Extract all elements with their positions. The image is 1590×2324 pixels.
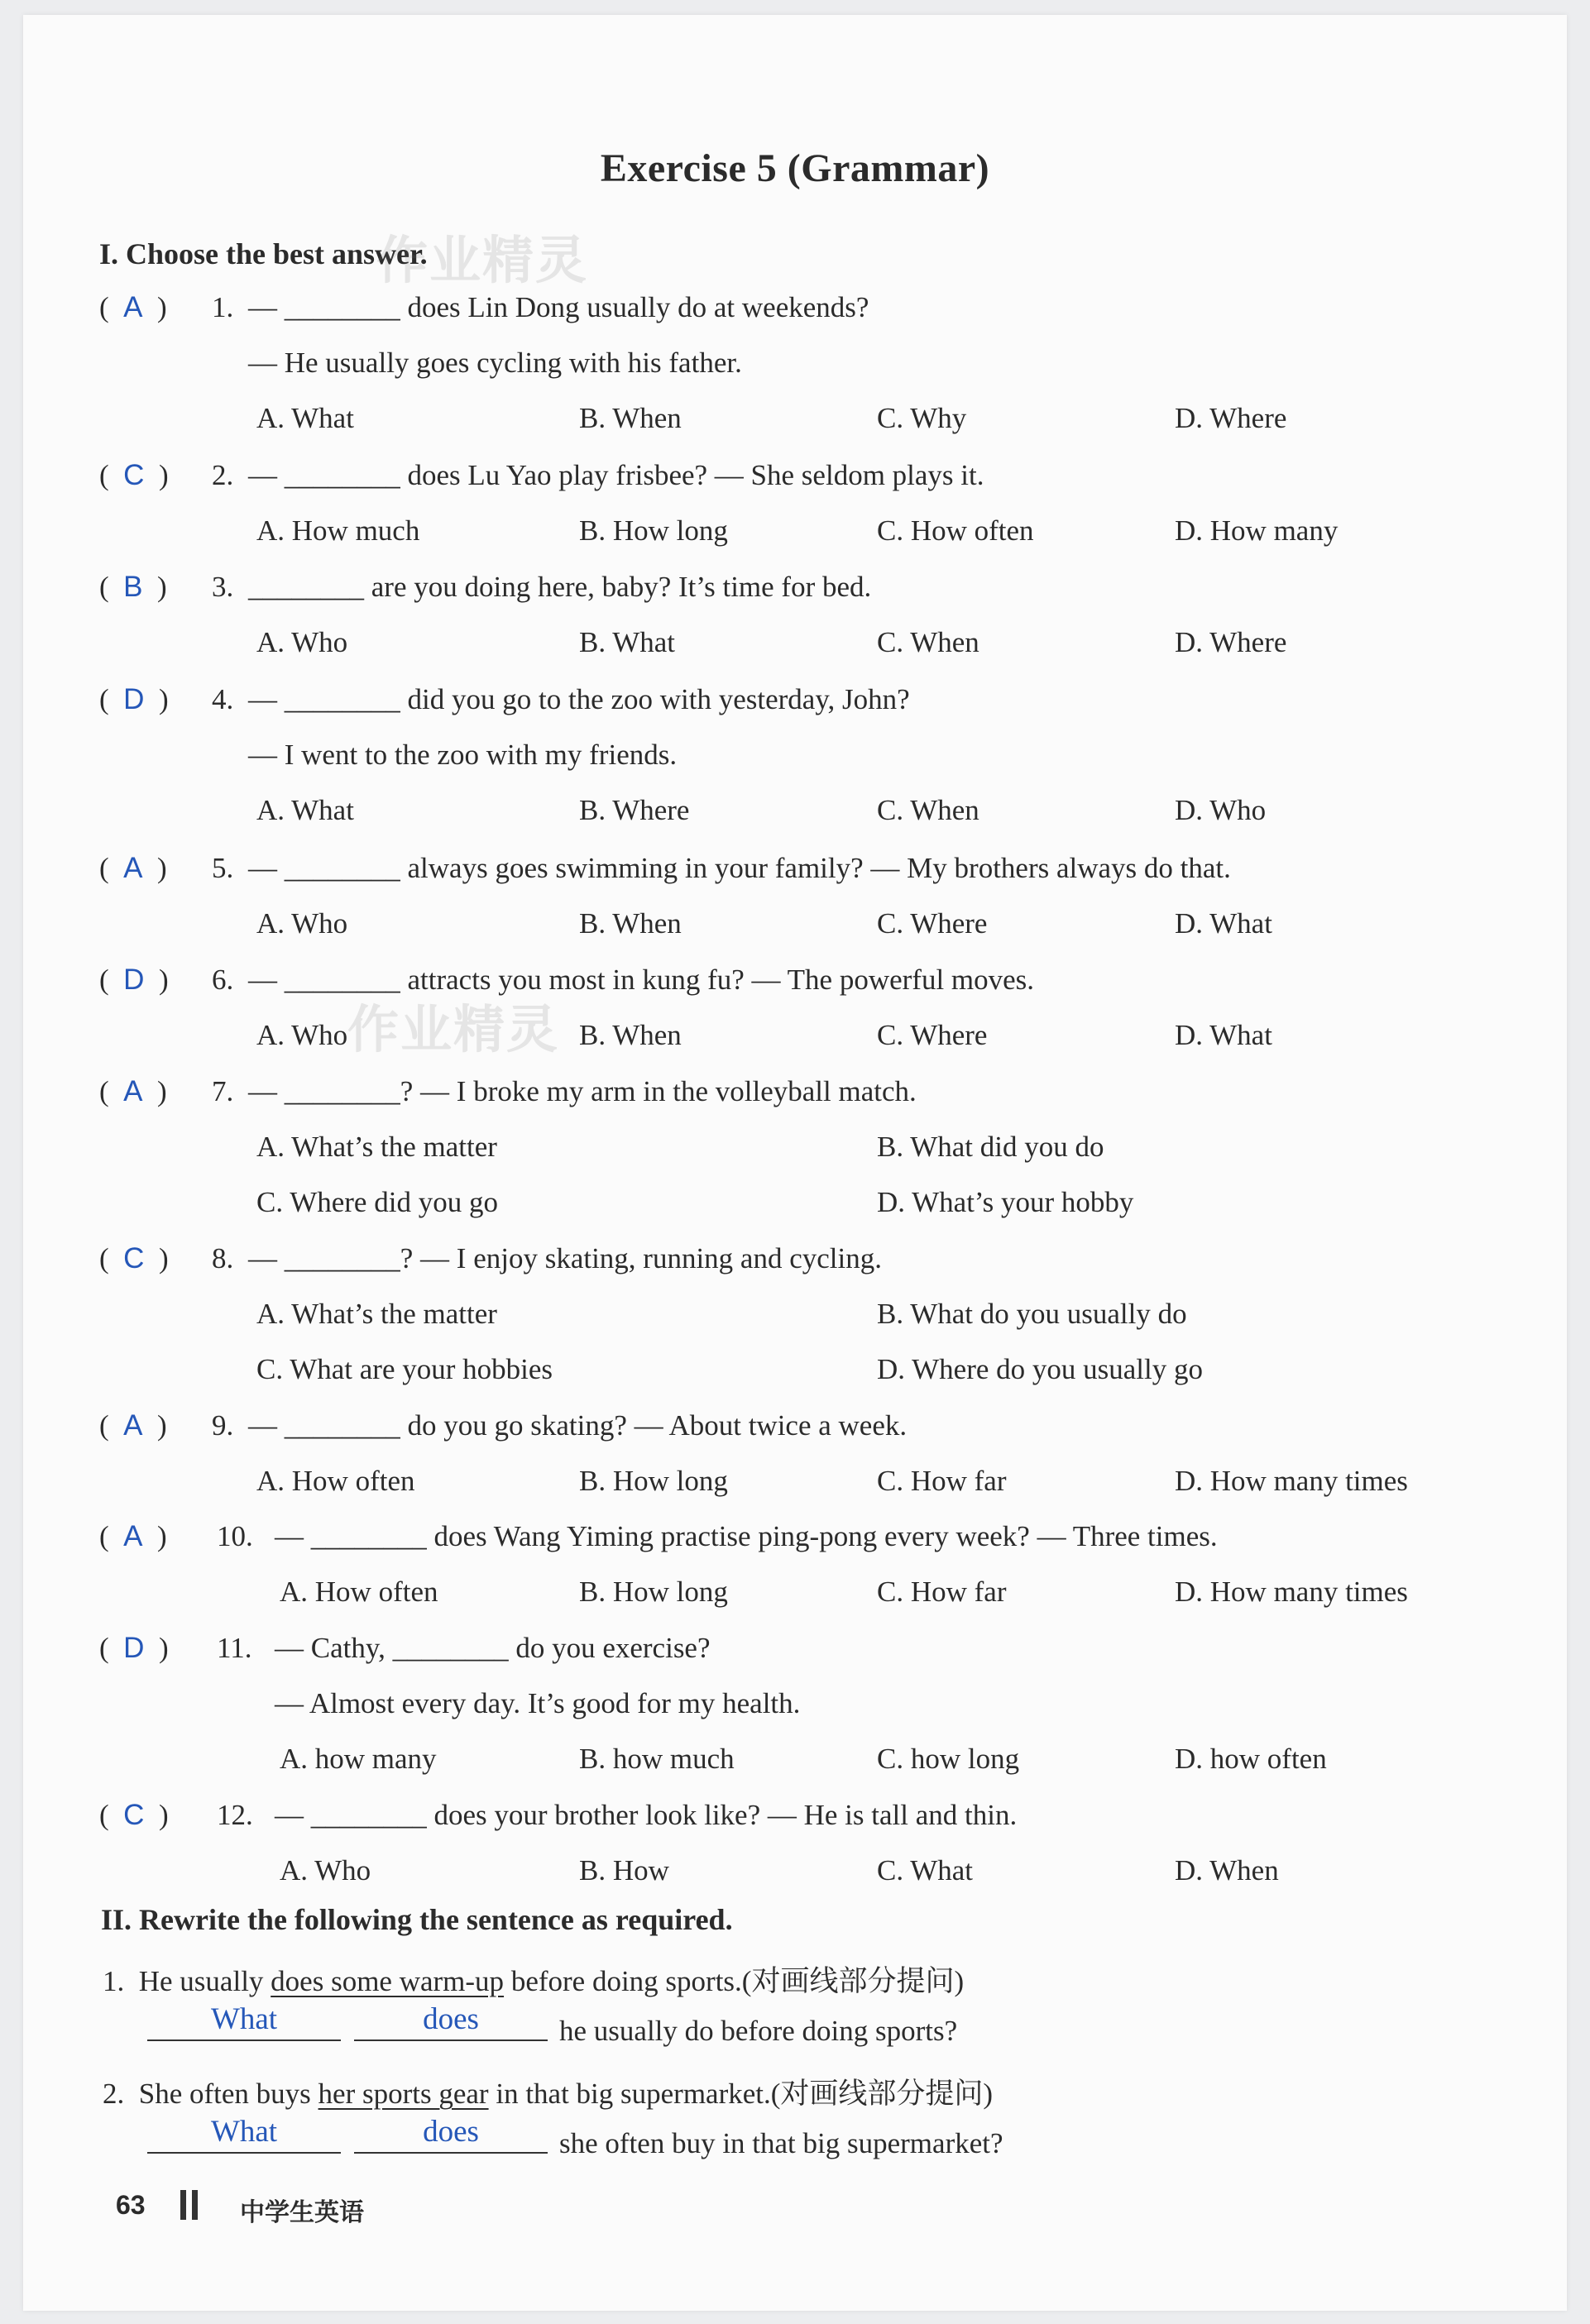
option-a[interactable]: A. What’s the matter bbox=[256, 1298, 497, 1330]
option-c[interactable]: C. When bbox=[877, 794, 979, 826]
option-d[interactable]: D. how often bbox=[1175, 1743, 1327, 1775]
question-text: — ________ does your brother look like? — He is tall and thin. bbox=[275, 1799, 1018, 1831]
rewrite-item-1 bbox=[103, 1958, 964, 2000]
option-b[interactable]: B. Where bbox=[579, 794, 690, 826]
rewrite-item-2 bbox=[103, 2071, 993, 2112]
question-text: — ________ attracts you most in kung fu? — The powerful moves. bbox=[248, 964, 1035, 996]
option-d[interactable]: D. What bbox=[1175, 1019, 1272, 1051]
answer-letter[interactable]: C bbox=[123, 1242, 145, 1274]
option-b[interactable]: B. When bbox=[579, 402, 682, 434]
option-c[interactable]: C. Where did you go bbox=[256, 1186, 498, 1218]
answer-bracket: ( D ) bbox=[99, 683, 169, 715]
question-text: — ________ does Lin Dong usually do at weekends? bbox=[248, 291, 869, 323]
option-a[interactable]: A. Who bbox=[280, 1854, 371, 1886]
answer-letter[interactable]: A bbox=[123, 852, 143, 884]
option-c[interactable]: C. How far bbox=[877, 1465, 1007, 1497]
option-d[interactable]: D. Where bbox=[1175, 626, 1287, 658]
answer-letter[interactable]: D bbox=[123, 964, 145, 996]
answer-letter[interactable]: D bbox=[123, 683, 145, 715]
option-a[interactable]: A. What bbox=[256, 794, 354, 826]
option-b[interactable]: B. When bbox=[579, 1019, 682, 1051]
option-b[interactable]: B. What do you usually do bbox=[877, 1298, 1187, 1330]
question-text: — I went to the zoo with my friends. bbox=[248, 739, 678, 771]
question-number: 12. bbox=[217, 1799, 253, 1831]
rewrite-post: in that big supermarket.(对画线部分提问) bbox=[488, 2078, 994, 2110]
rewrite-number: 2. bbox=[103, 2078, 125, 2110]
answer-bracket: ( A ) bbox=[99, 1409, 167, 1442]
question-number: 3. bbox=[212, 571, 234, 603]
rewrite-number: 1. bbox=[103, 1965, 125, 1997]
option-c[interactable]: C. How far bbox=[877, 1576, 1007, 1608]
question-text: — ________ does Wang Yiming practise ping-pong every week? — Three times. bbox=[275, 1520, 1218, 1552]
answer-bracket: ( C ) bbox=[99, 459, 169, 491]
question-text: — Cathy, ________ do you exercise? bbox=[275, 1632, 711, 1664]
option-c[interactable]: C. Where bbox=[877, 1019, 988, 1051]
answer-letter[interactable]: B bbox=[123, 571, 143, 603]
option-c[interactable]: C. Why bbox=[877, 402, 967, 434]
option-b[interactable]: B. What did you do bbox=[877, 1131, 1104, 1163]
answer-letter[interactable]: C bbox=[123, 459, 145, 491]
question-number: 5. bbox=[212, 852, 234, 884]
answer-bracket: ( A ) bbox=[99, 852, 167, 884]
option-b[interactable]: B. When bbox=[579, 907, 682, 940]
underlined-phrase: does some warm-up bbox=[271, 1965, 505, 1997]
answer-blank-what[interactable]: What bbox=[147, 2001, 341, 2041]
answer-letter[interactable]: A bbox=[123, 1075, 143, 1107]
option-d[interactable]: D. How many times bbox=[1175, 1576, 1408, 1608]
section-2-heading: II. Rewrite the following the sentence as required. bbox=[101, 1903, 733, 1936]
question-number: 8. bbox=[212, 1242, 234, 1274]
option-d[interactable]: D. What bbox=[1175, 907, 1272, 940]
answer-letter[interactable]: D bbox=[123, 1632, 145, 1664]
answer-bracket: ( A ) bbox=[99, 1075, 167, 1107]
watermark-logo: 作业精灵 bbox=[376, 230, 589, 290]
question-number: 1. bbox=[212, 291, 234, 323]
option-c[interactable]: C. Where bbox=[877, 907, 988, 940]
question-number: 6. bbox=[212, 964, 234, 996]
answer-bracket: ( C ) bbox=[99, 1242, 169, 1274]
question-text: — ________ do you go skating? — About twice a week. bbox=[248, 1409, 908, 1442]
question-number: 9. bbox=[212, 1409, 234, 1442]
answer-letter[interactable]: A bbox=[123, 1520, 143, 1552]
option-d[interactable]: D. When bbox=[1175, 1854, 1279, 1886]
option-b[interactable]: B. how much bbox=[579, 1743, 735, 1775]
question-text: — ________ always goes swimming in your family? — My brothers always do that. bbox=[248, 852, 1231, 884]
magazine-name: 中学生英语 bbox=[240, 2198, 364, 2227]
answer-bracket: ( A ) bbox=[99, 291, 167, 323]
question-text: — He usually goes cycling with his father. bbox=[248, 347, 742, 379]
option-d[interactable]: D. How many times bbox=[1175, 1465, 1408, 1497]
page-title: Exercise 5 (Grammar) bbox=[600, 146, 990, 190]
rewrite-pre: She often buys bbox=[138, 2078, 318, 2110]
option-d[interactable]: D. Who bbox=[1175, 794, 1267, 826]
option-b[interactable]: B. How long bbox=[579, 1465, 728, 1497]
rewrite-rest: she often buy in that big supermarket? bbox=[559, 2127, 1003, 2159]
option-c[interactable]: C. What are your hobbies bbox=[256, 1353, 553, 1385]
option-c[interactable]: C. How often bbox=[877, 514, 1034, 547]
rewrite-rest: he usually do before doing sports? bbox=[559, 2015, 958, 2047]
question-number: 2. bbox=[212, 459, 234, 491]
question-text: ________ are you doing here, baby? It’s time for bed. bbox=[248, 571, 872, 603]
option-a[interactable]: A. Who bbox=[256, 626, 348, 658]
answer-bracket: ( D ) bbox=[99, 1632, 169, 1664]
page-number: 63 bbox=[116, 2190, 146, 2220]
option-c[interactable]: C. how long bbox=[877, 1743, 1020, 1775]
option-c[interactable]: C. What bbox=[877, 1854, 974, 1886]
answer-blank-does[interactable]: does bbox=[354, 2114, 548, 2154]
option-b[interactable]: B. How long bbox=[579, 1576, 728, 1608]
answer-letter[interactable]: C bbox=[123, 1799, 145, 1831]
question-number: 10. bbox=[217, 1520, 253, 1552]
question-number: 7. bbox=[212, 1075, 234, 1107]
option-a[interactable]: A. Who bbox=[256, 1019, 348, 1051]
section-1-heading: I. Choose the best answer. bbox=[99, 237, 428, 270]
answer-letter[interactable]: A bbox=[123, 291, 143, 323]
rewrite-post: before doing sports.(对画线部分提问) bbox=[504, 1965, 965, 1997]
option-d[interactable]: D. What’s your hobby bbox=[877, 1186, 1134, 1218]
option-a[interactable]: A. How often bbox=[280, 1576, 438, 1608]
option-d[interactable]: D. Where do you usually go bbox=[877, 1353, 1204, 1385]
option-d[interactable]: D. Where bbox=[1175, 402, 1287, 434]
answer-bracket: ( A ) bbox=[99, 1520, 167, 1552]
question-text: — ________? — I enjoy skating, running and cycling. bbox=[248, 1242, 882, 1274]
option-a[interactable]: A. How much bbox=[256, 514, 420, 547]
question-text: — Almost every day. It’s good for my health. bbox=[275, 1687, 801, 1719]
option-c[interactable]: C. When bbox=[877, 626, 979, 658]
answer-blank-does[interactable]: does bbox=[354, 2001, 548, 2041]
question-text: — ________ does Lu Yao play frisbee? — She seldom plays it. bbox=[248, 459, 984, 491]
option-a[interactable]: A. What bbox=[256, 402, 354, 434]
option-a[interactable]: A. Who bbox=[256, 907, 348, 940]
footer-divider-bar bbox=[180, 2190, 186, 2220]
answer-blank-what[interactable]: What bbox=[147, 2114, 341, 2154]
option-a[interactable]: A. How often bbox=[256, 1465, 415, 1497]
option-d[interactable]: D. How many bbox=[1175, 514, 1339, 547]
option-b[interactable]: B. How long bbox=[579, 514, 728, 547]
question-number: 4. bbox=[212, 683, 234, 715]
option-a[interactable]: A. how many bbox=[280, 1743, 437, 1775]
underlined-phrase: her sports gear bbox=[318, 2078, 489, 2110]
question-text: — ________? — I broke my arm in the volleyball match. bbox=[248, 1075, 917, 1107]
option-b[interactable]: B. How bbox=[579, 1854, 669, 1886]
rewrite-pre: He usually bbox=[138, 1965, 271, 1997]
answer-bracket: ( D ) bbox=[99, 964, 169, 996]
question-text: — ________ did you go to the zoo with yesterday, John? bbox=[248, 683, 910, 715]
option-a[interactable]: A. What’s the matter bbox=[256, 1131, 497, 1163]
answer-bracket: ( B ) bbox=[99, 571, 167, 603]
answer-letter[interactable]: A bbox=[123, 1409, 143, 1442]
watermark-logo: 作业精灵 bbox=[347, 999, 560, 1059]
footer-divider-bar bbox=[192, 2190, 198, 2220]
option-b[interactable]: B. What bbox=[579, 626, 676, 658]
answer-bracket: ( C ) bbox=[99, 1799, 169, 1831]
question-number: 11. bbox=[217, 1632, 252, 1664]
